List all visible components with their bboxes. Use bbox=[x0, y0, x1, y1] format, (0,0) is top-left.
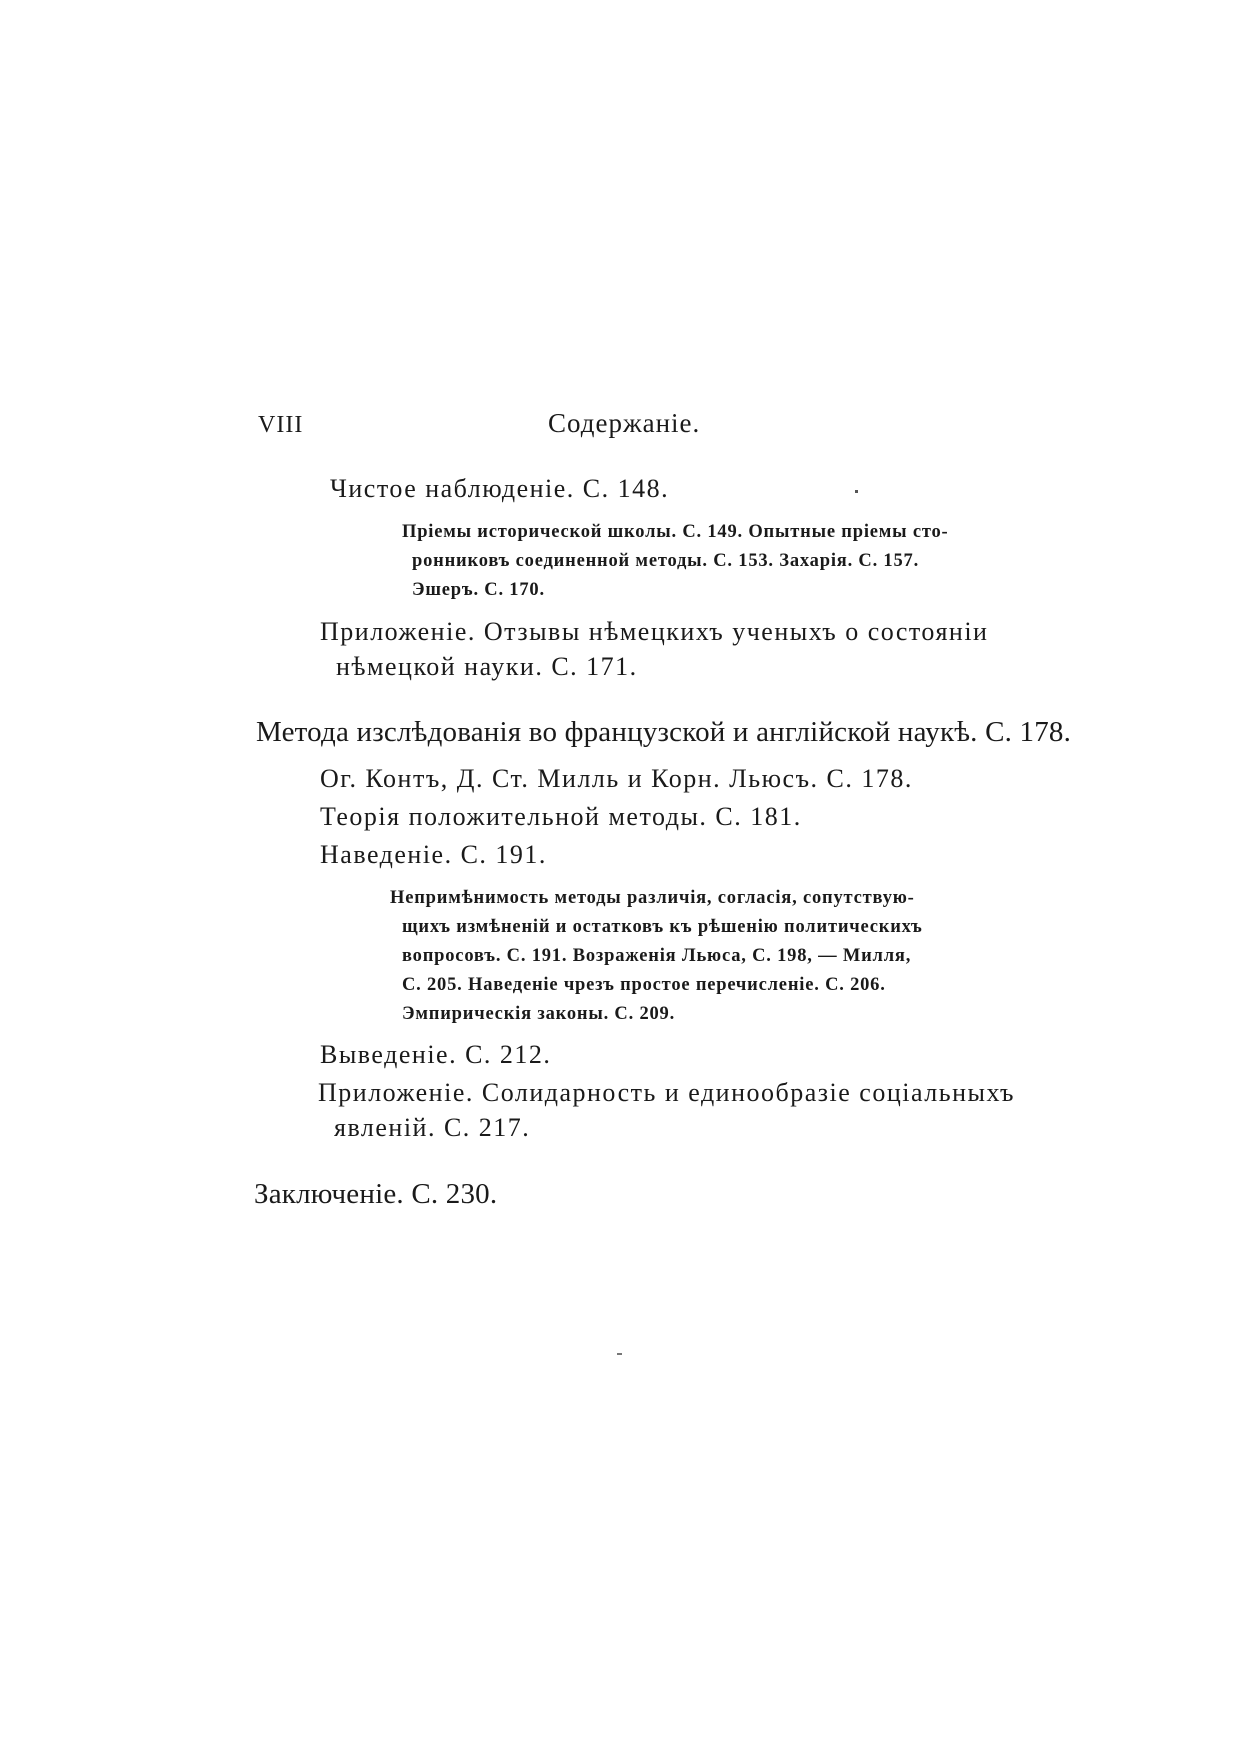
toc-heading-french-english: Метода изслѣдованія во французской и англійской наукѣ. С. 178. bbox=[256, 716, 1072, 748]
toc-heading-conclusion: Заключеніе. С. 230. bbox=[254, 1178, 498, 1210]
toc-entry-appendix-2-cont: явленій. С. 217. bbox=[334, 1113, 531, 1142]
toc-entry-pure-observation: Чистое наблюденіе. С. 148. bbox=[330, 474, 670, 503]
toc-detail-line: Эмпирическія законы. С. 209. bbox=[402, 1004, 676, 1024]
toc-detail-line: С. 205. Наведеніе чрезъ простое перечисленіе. С. 206. bbox=[402, 975, 886, 995]
toc-detail-line: вопросовъ. С. 191. Возраженія Льюса, С. 198, — Милля, bbox=[402, 946, 912, 966]
ink-speck bbox=[617, 1353, 622, 1355]
toc-detail-line: щихъ измѣненій и остатковъ къ рѣшенію политическихъ bbox=[402, 917, 923, 937]
toc-entry-positive-method: Теорія положительной методы. С. 181. bbox=[320, 802, 802, 831]
ink-speck bbox=[855, 490, 858, 493]
toc-detail-line: ронниковъ соединенной методы. С. 153. Захарія. С. 157. bbox=[412, 551, 920, 571]
toc-detail-line: Эшеръ. С. 170. bbox=[412, 580, 545, 600]
toc-entry-deduction: Выведеніе. С. 212. bbox=[320, 1040, 552, 1069]
toc-entry-induction: Наведеніе. С. 191. bbox=[320, 840, 547, 869]
toc-entry-appendix-2: Приложеніе. Солидарность и единообразіе соціальныхъ bbox=[318, 1078, 1015, 1107]
toc-entry-appendix-1: Приложеніе. Отзывы нѣмецкихъ ученыхъ о состояніи bbox=[320, 617, 989, 646]
toc-detail-line: Пріемы исторической школы. С. 149. Опытные пріемы сто- bbox=[402, 522, 949, 542]
page-title: Содержаніе. bbox=[548, 408, 701, 438]
toc-entry-comte-mill: Ог. Контъ, Д. Ст. Милль и Корн. Льюсъ. С. 178. bbox=[320, 764, 913, 793]
toc-entry-appendix-1-cont: нѣмецкой науки. С. 171. bbox=[336, 652, 638, 681]
toc-detail-line: Непримѣнимость методы различія, согласія, сопутствую- bbox=[390, 888, 915, 908]
page-number: VIII bbox=[258, 412, 304, 438]
